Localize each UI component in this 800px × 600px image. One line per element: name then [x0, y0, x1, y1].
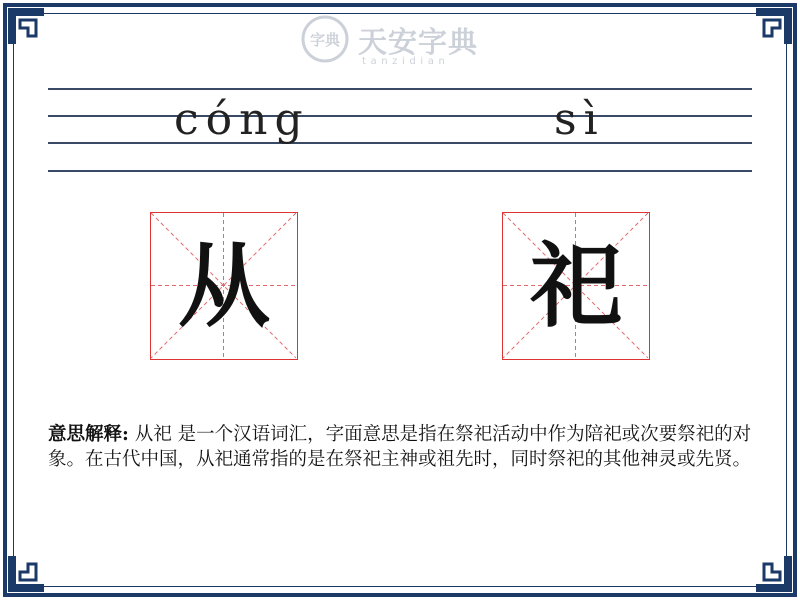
meaning-label: 意思解释: — [48, 424, 129, 445]
meaning-text: 从祀 是一个汉语词汇，字面意思是指在祭祀活动中作为陪祀或次要祭祀的对象。在古代中国，从祀通常指的是在祭祀主神或祖先时，同时祭祀的其他神灵或先贤。 — [48, 424, 752, 470]
character-1: 从 — [177, 232, 270, 340]
logo-subtitle: tanzidian — [362, 56, 450, 67]
corner-ornament-icon — [6, 6, 46, 46]
pinyin-staff — [48, 88, 752, 172]
meaning-paragraph — [48, 422, 752, 472]
pinyin-1: cóng — [174, 94, 310, 145]
character-grid-1 — [150, 212, 298, 360]
corner-ornament-icon — [6, 554, 46, 594]
corner-ornament-icon — [754, 554, 794, 594]
site-logo — [300, 14, 510, 72]
character-2: 祀 — [529, 232, 622, 340]
character-grid-2 — [502, 212, 650, 360]
pinyin-2: sì — [554, 94, 605, 145]
logo-title: 天安字典 — [358, 25, 479, 59]
corner-ornament-icon — [754, 6, 794, 46]
logo-mark-text: 字典 — [309, 31, 341, 49]
logo-seal-icon — [300, 14, 350, 64]
